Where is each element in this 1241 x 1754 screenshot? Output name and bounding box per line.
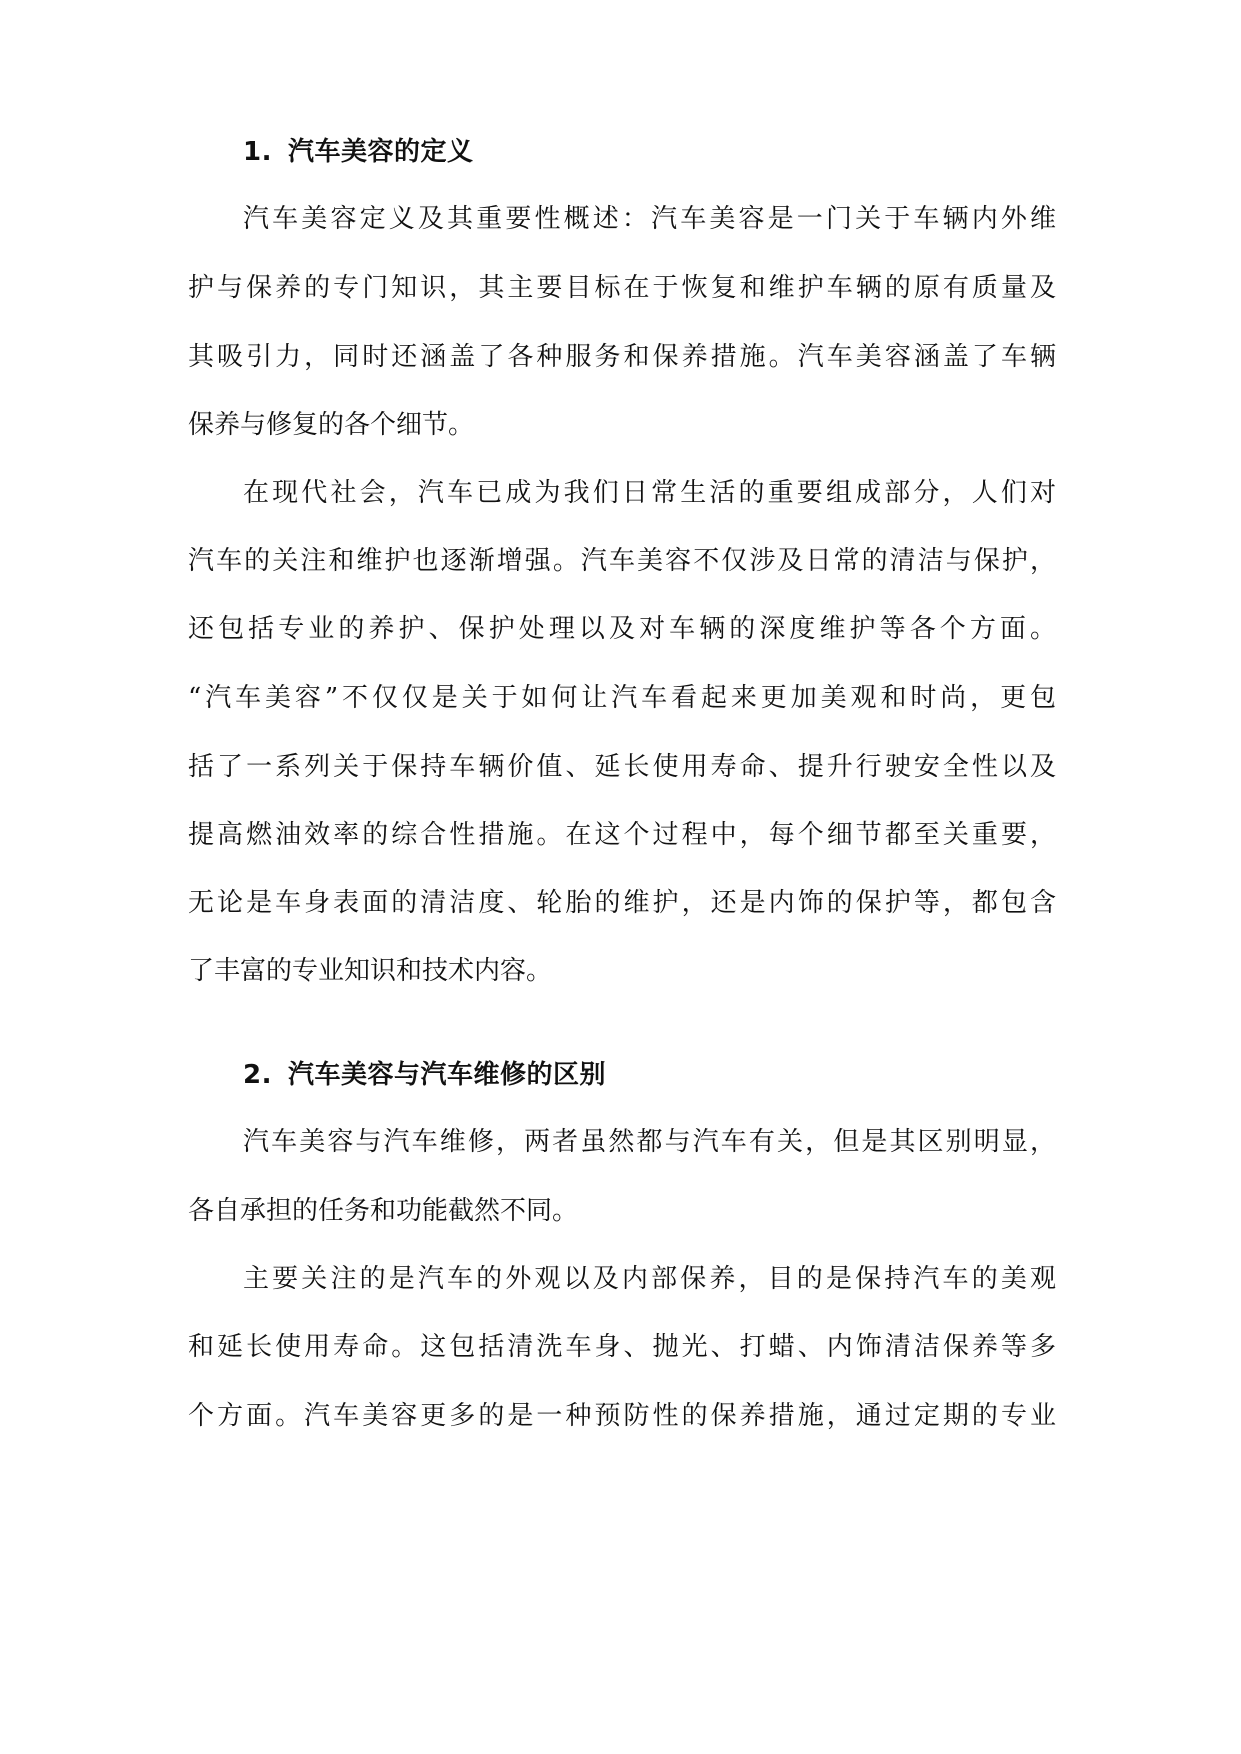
text-line: 汽车美容定义及其重要性概述：汽车美容是一门关于车辆内外维 (243, 204, 1056, 234)
text-line: 个方面。汽车美容更多的是一种预防性的保养措施，通过定期的专业 (188, 1401, 1056, 1431)
text-line: 主要关注的是汽车的外观以及内部保养，目的是保持汽车的美观 (243, 1264, 1056, 1294)
text-line: 其吸引力，同时还涵盖了各种服务和保养措施。汽车美容涵盖了车辆 (188, 342, 1056, 372)
section-number: 2. (243, 1060, 272, 1090)
text-line: 汽车的关注和维护也逐渐增强。汽车美容不仅涉及日常的清洁与保护， (188, 546, 1056, 576)
text-line: 汽车美容与汽车维修，两者虽然都与汽车有关，但是其区别明显， (243, 1127, 1056, 1157)
section-title: 汽车美容与汽车维修的区别 (288, 1060, 607, 1090)
text-line: 各自承担的任务和功能截然不同。 (188, 1196, 579, 1226)
text-line: 无论是车身表面的清洁度、轮胎的维护，还是内饰的保护等，都包含 (188, 888, 1056, 918)
section-heading-2 (243, 1057, 606, 1093)
text-line: 在现代社会，汽车已成为我们日常生活的重要组成部分，人们对 (243, 478, 1056, 508)
text-line: 括了一系列关于保持车辆价值、延长使用寿命、提升行驶安全性以及 (188, 752, 1056, 782)
section-title: 汽车美容的定义 (288, 137, 474, 167)
text-line: 保养与修复的各个细节。 (188, 410, 475, 440)
text-line: 了丰富的专业知识和技术内容。 (188, 956, 553, 986)
text-line: “汽车美容”不仅仅是关于如何让汽车看起来更加美观和时尚，更包 (188, 683, 1056, 713)
text-line: 和延长使用寿命。这包括清洗车身、抛光、打蜡、内饰清洁保养等多 (188, 1332, 1056, 1362)
text-line: 护与保养的专门知识，其主要目标在于恢复和维护车辆的原有质量及 (188, 273, 1056, 303)
section-number: 1. (243, 137, 272, 167)
text-line: 提高燃油效率的综合性措施。在这个过程中，每个细节都至关重要， (188, 820, 1056, 850)
section-heading-1 (243, 134, 474, 170)
text-line: 还包括专业的养护、保护处理以及对车辆的深度维护等各个方面。 (188, 614, 1056, 644)
